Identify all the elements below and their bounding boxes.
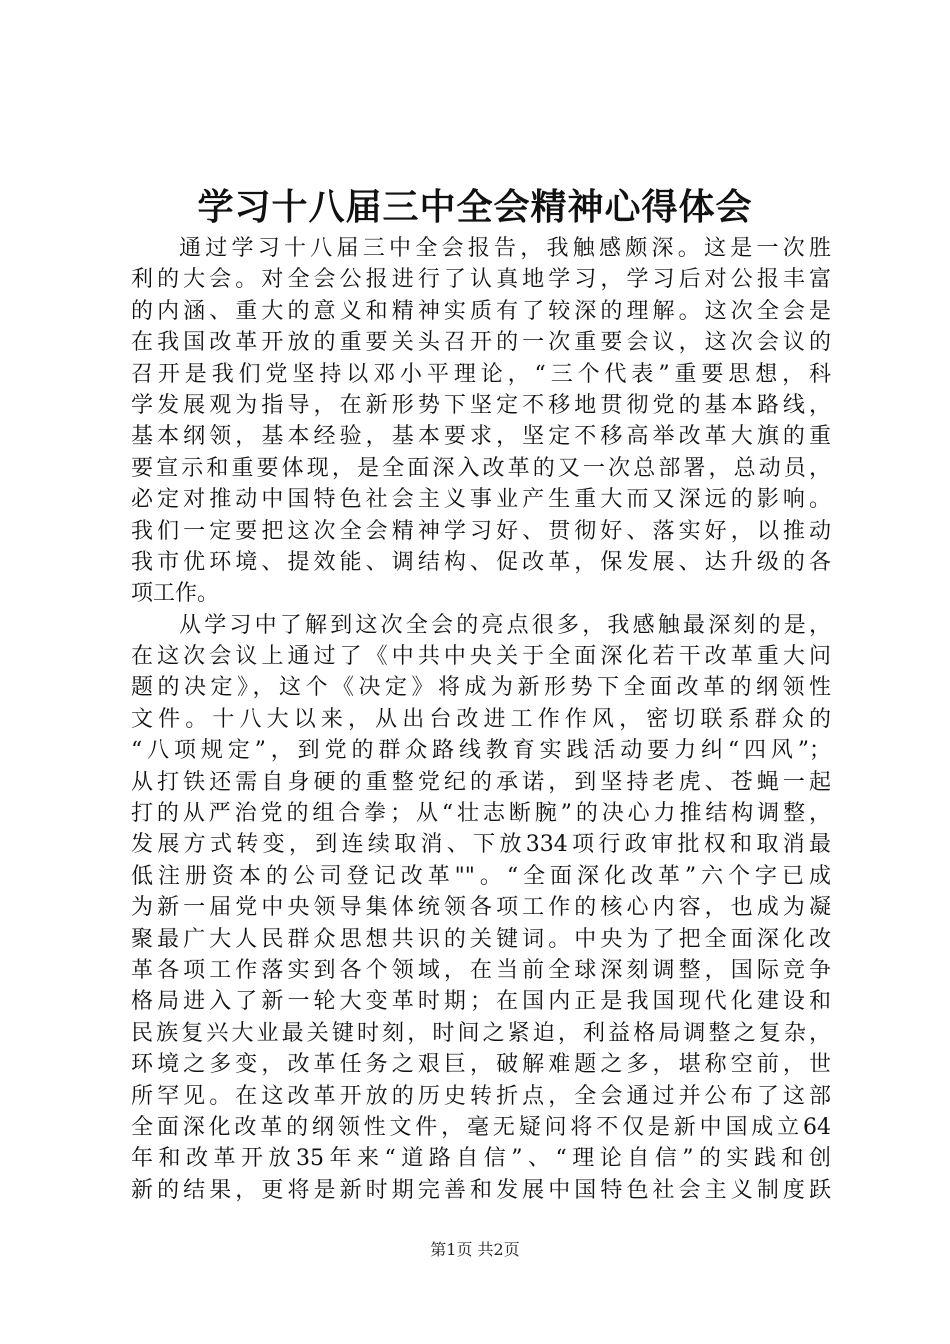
text-line: 革各项工作落实到各个领域，在当前全球深刻调整，国际竞争: [131, 957, 831, 983]
text-line: 新的结果，更将是新时期完善和发展中国特色社会主义制度跃: [131, 1177, 831, 1203]
text-line: 环境之多变，改革任务之艰巨，破解难题之多，堪称空前，世: [131, 1052, 831, 1078]
text-line: 民族复兴大业最关键时刻，时间之紧迫，利益格局调整之复杂，: [131, 1020, 831, 1046]
text-line: 在这次会议上通过了《中共中央关于全面深化若干改革重大问: [131, 644, 831, 670]
text-line: 为新一届党中央领导集体统领各项工作的核心内容，也成为凝: [131, 895, 831, 921]
text-line: 召开是我们党坚持以邓小平理论，“三个代表”重要思想，科: [131, 361, 831, 387]
text-line: 通过学习十八届三中全会报告，我触感颇深。这是一次胜: [179, 236, 831, 261]
text-line: 全面深化改革的纲领性文件，毫无疑问将不仅是新中国成立64: [131, 1114, 831, 1140]
text-line: 学发展观为指导，在新形势下坚定不移地贯彻党的基本路线，: [131, 392, 831, 418]
text-line: 发展方式转变，到连续取消、下放334项行政审批权和取消最: [131, 832, 831, 858]
text-line: 基本纲领，基本经验，基本要求，坚定不移高举改革大旗的重: [131, 424, 831, 450]
document-title: 学习十八届三中全会精神心得体会: [197, 187, 753, 228]
text-line: 题的决定》，这个《决定》将成为新形势下全面改革的纲领性: [131, 675, 831, 701]
text-line: 所罕见。在这改革开放的历史转折点，全会通过并公布了这部: [131, 1083, 831, 1109]
text-line: 项工作。: [131, 581, 220, 607]
text-line: 低注册资本的公司登记改革""。“全面深化改革”六个字已成: [131, 863, 831, 889]
paragraph: [131, 233, 831, 610]
text-line: 我市优环境、提效能、调结构、促改革，保发展、达升级的各: [131, 549, 831, 575]
text-line: 我们一定要把这次全会精神学习好、贯彻好、落实好，以推动: [131, 518, 831, 544]
text-line: 年和改革开放35年来“道路自信”、“理论自信”的实践和创: [131, 1146, 831, 1172]
text-line: 聚最广大人民群众思想共识的关键词。中央为了把全面深化改: [131, 926, 831, 952]
text-line: 从学习中了解到这次全会的亮点很多，我感触最深刻的是，: [179, 612, 831, 638]
text-line: 必定对推动中国特色社会主义事业产生重大而又深远的影响。: [131, 487, 831, 513]
paragraph: [131, 610, 831, 1206]
text-line: 利的大会。对全会公报进行了认真地学习，学习后对公报丰富: [131, 267, 831, 293]
text-line: 格局进入了新一轮大变革时期；在国内正是我国现代化建设和: [131, 989, 831, 1015]
text-line: 要宣示和重要体现，是全面深入改革的又一次总部署，总动员，: [131, 455, 831, 481]
document-body: [131, 233, 831, 1206]
text-line: 文件。十八大以来，从出台改进工作作风，密切联系群众的: [131, 706, 831, 732]
text-line: 在我国改革开放的重要关头召开的一次重要会议，这次会议的: [131, 330, 831, 356]
page-footer: 第1页 共2页: [430, 1240, 520, 1259]
text-line: 从打铁还需自身硬的重整党纪的承诺，到坚持老虎、苍蝇一起: [131, 769, 831, 795]
text-line: 打的从严治党的组合拳；从“壮志断腕”的决心力推结构调整，: [131, 801, 831, 827]
text-line: “八项规定”，到党的群众路线教育实践活动要力纠“四风”；: [131, 738, 831, 764]
text-line: 的内涵、重大的意义和精神实质有了较深的理解。这次全会是: [131, 298, 831, 324]
